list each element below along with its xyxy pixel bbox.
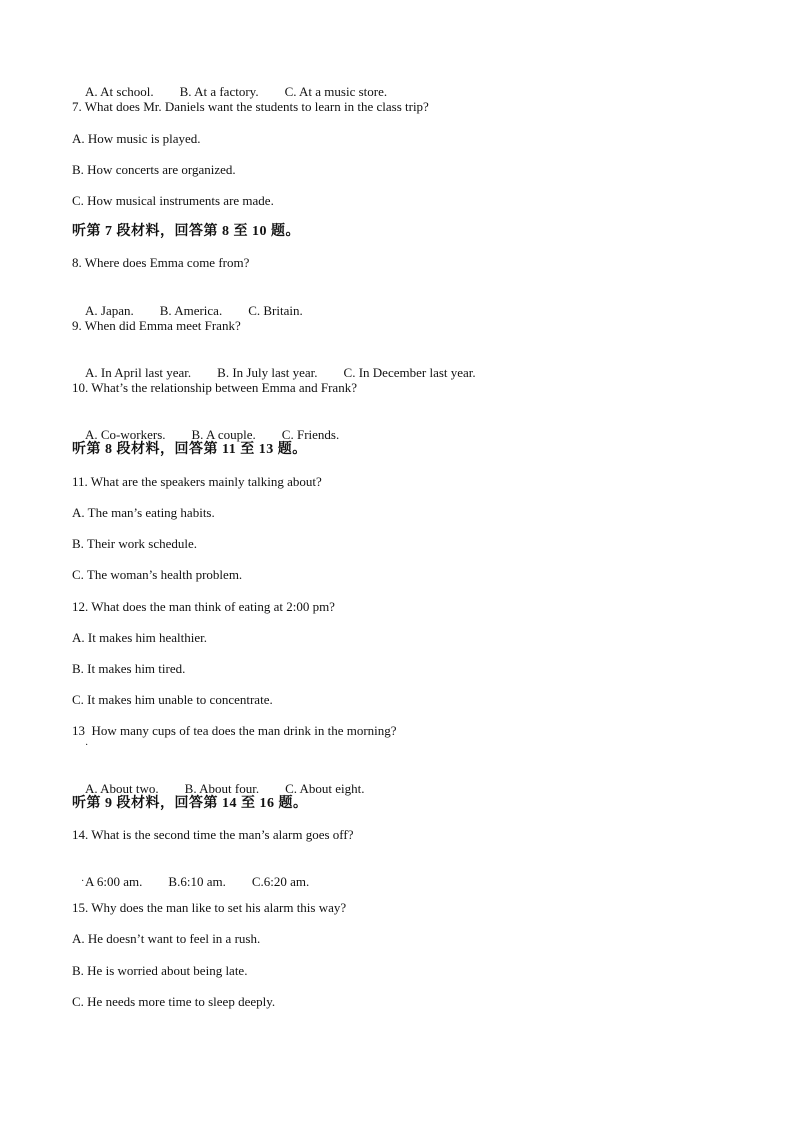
- question-12: 12. What does the man think of eating at 2:00 pm?: [72, 599, 335, 614]
- answer-7a: A. How music is played.: [72, 131, 201, 146]
- option-a: A. In April last year.: [85, 365, 192, 380]
- answer-15c: C. He needs more time to sleep deeply.: [72, 994, 276, 1009]
- question-15: 15. Why does the man like to set his alarm this way?: [72, 900, 347, 915]
- answer-12c: C. It makes him unable to concentrate.: [72, 692, 273, 707]
- option-a: A. About two.: [85, 781, 159, 796]
- question-10: 10. What’s the relationship between Emma and Frank?: [72, 380, 357, 395]
- option-c: C. At a music store.: [284, 84, 388, 99]
- question-14: 14. What is the second time the man’s alarm goes off?: [72, 827, 354, 842]
- answer-12b: B. It makes him tired.: [72, 661, 186, 676]
- section-heading-8: 听第 8 段材料，回答第 11 至 13 题。: [72, 442, 307, 457]
- answer-11a: A. The man’s eating habits.: [72, 505, 215, 520]
- option-b: B. A couple.: [191, 427, 256, 442]
- question-7: 7. What does Mr. Daniels want the students to learn in the class trip?: [72, 99, 429, 114]
- option-b: B. In July last year.: [217, 365, 318, 380]
- answer-12a: A. It makes him healthier.: [72, 630, 208, 645]
- option-b: B. America.: [159, 303, 223, 318]
- option-b: B. At a factory.: [179, 84, 259, 99]
- section-heading-9: 听第 9 段材料，回答第 14 至 16 题。: [72, 796, 308, 811]
- question-9: 9. When did Emma meet Frank?: [72, 318, 241, 333]
- option-a: A. Japan.: [85, 303, 134, 318]
- option-c: C. Britain.: [248, 303, 303, 318]
- section-heading-7: 听第 7 段材料，回答第 8 至 10 题。: [72, 224, 300, 239]
- question-13: 13 How many cups of tea does the man drink in the morning?: [72, 723, 397, 738]
- option-c: C. About eight.: [285, 781, 365, 796]
- stray-mark: ·: [81, 876, 85, 887]
- stray-mark: ·: [85, 740, 89, 751]
- question-8: 8. Where does Emma come from?: [72, 255, 250, 270]
- option-c: C. Friends.: [281, 427, 340, 442]
- option-a: A 6:00 am.: [85, 874, 143, 889]
- option-c: C.6:20 am.: [251, 874, 310, 889]
- answer-15b: B. He is worried about being late.: [72, 963, 248, 978]
- option-b: B. About four.: [184, 781, 260, 796]
- option-c: C. In December last year.: [343, 365, 476, 380]
- option-b: B.6:10 am.: [168, 874, 226, 889]
- answer-7b: B. How concerts are organized.: [72, 162, 236, 177]
- answer-11c: C. The woman’s health problem.: [72, 567, 243, 582]
- answer-11b: B. Their work schedule.: [72, 536, 198, 551]
- option-a: A. At school.: [85, 84, 154, 99]
- options-14: [72, 858, 309, 906]
- option-a: A. Co-workers.: [85, 427, 166, 442]
- answer-15a: A. He doesn’t want to feel in a rush.: [72, 931, 261, 946]
- question-11: 11. What are the speakers mainly talking about?: [72, 474, 322, 489]
- answer-7c: C. How musical instruments are made.: [72, 193, 274, 208]
